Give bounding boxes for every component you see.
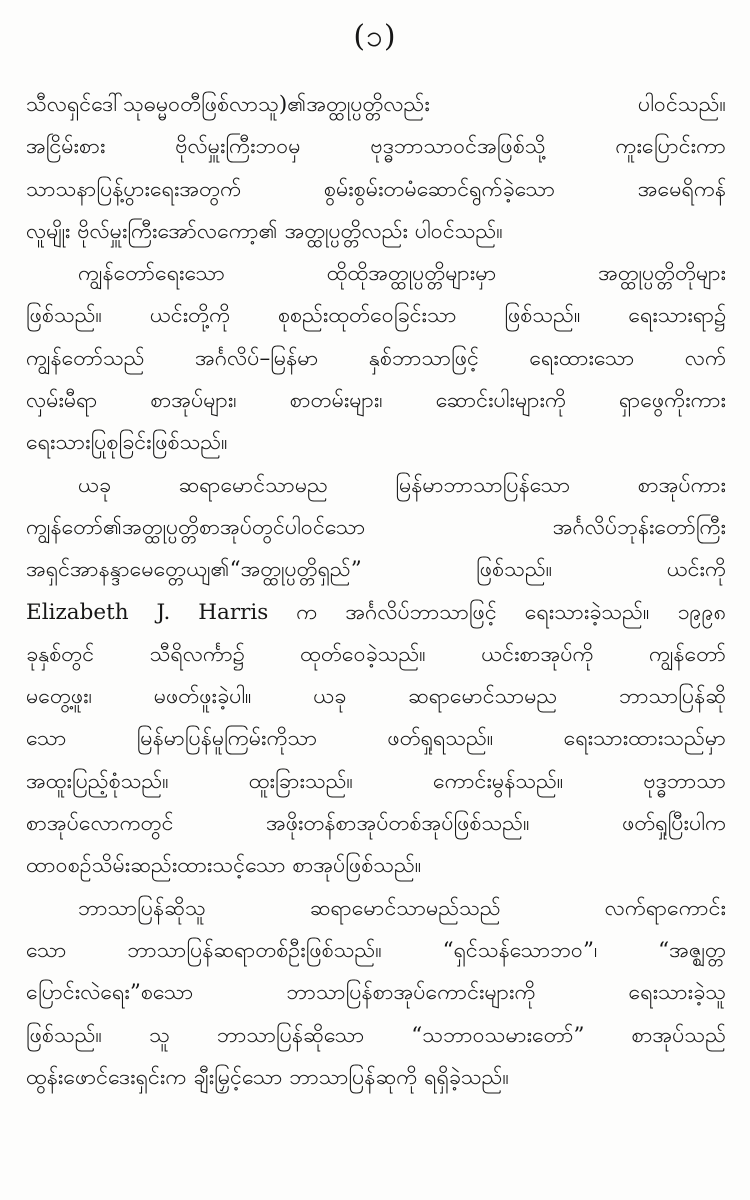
text-line: အငြိမ်းစား ဗိုလ်မှူးကြီးဘဝမှ ဗုဒ္ဓဘာသာဝင်အဖြစ်သို့ ကူးပြောင်းကာ xyxy=(26,134,726,160)
text-line: ဖြစ်သည်။ ယင်းတို့ကို စုစည်းထုတ်ဝေခြင်းသာ ဖြစ်သည်။ ရေးသားရာ၌ xyxy=(26,303,726,329)
text-line: ကျွန်တော်ရေးသော ထိုထိုအတ္ထုပ္ပတ္တိများမှာ အတ္ထုပ္ပတ္တိတိုများ xyxy=(78,261,726,287)
text-line: သော ဘာသာပြန်ဆရာတစ်ဦးဖြစ်သည်။ “ရှင်သန်သောဘဝ”၊ “အဇ္ဈတ္တ xyxy=(26,937,726,963)
text-line: ရေးသားပြုစုခြင်းဖြစ်သည်။ xyxy=(26,430,228,456)
text-line: အထူးပြည့်စုံသည်။ ထူးခြားသည်။ ကောင်းမွန်သည်။ ဗုဒ္ဓဘာသာ xyxy=(26,768,726,794)
text-line: အရှင်အာနန္ဒာမေတ္တေယျ၏“အတ္ထုပ္ပတ္တိရှည်” ဖြစ်သည်။ ယင်းကို xyxy=(26,557,726,583)
text-line: သီလရှင်ဒေါ်သုဓမ္မဝတီဖြစ်လာသူ)၏အတ္ထုပ္ပတ္တိလည်း ပါဝင်သည်။ xyxy=(26,92,726,117)
text-line: ထွန်းဖောင်ဒေးရှင်းက ချီးမြှင့်သော ဘာသာပြန်ဆုကို ရရှိခဲ့သည်။ xyxy=(26,1064,509,1090)
text-line: ဖြစ်သည်။ သူ ဘာသာပြန်ဆိုသော “သဘာဝသမားတော်” စာအုပ်သည် xyxy=(26,1022,726,1048)
body-text xyxy=(26,84,726,1099)
text-line: စာအုပ်လောကတွင် အဖိုးတန်စာအုပ်တစ်အုပ်ဖြစ်သည်။ ဖတ်ရှုပြီးပါက xyxy=(26,811,726,837)
text-line: Elizabeth J. Harris က အင်္ဂလိပ်ဘာသာဖြင့် ရေးသားခဲ့သည်။ ၁၉၉၈ xyxy=(26,599,726,625)
text-line: ခုနှစ်တွင် သီရိလင်္ကာ၌ ထုတ်ဝေခဲ့သည်။ ယင်းစာအုပ်ကို ကျွန်တော် xyxy=(26,641,726,667)
text-line: သာသနာပြန့်ပွားရေးအတွက် စွမ်းစွမ်းတမံဆောင်ရွက်ခဲ့သော အမေရိကန် xyxy=(26,176,726,202)
text-line: မတွေ့ဖူး၊ မဖတ်ဖူးခဲ့ပါ။ ယခု ဆရာမောင်သာမည ဘာသာပြန်ဆို xyxy=(26,684,726,710)
text-line: ကျွန်တော်သည် အင်္ဂလိပ်–မြန်မာ နှစ်ဘာသာဖြင့် ရေးထားသော လက် xyxy=(26,345,726,371)
page-number: (၁) xyxy=(353,19,397,54)
text-line: ဘာသာပြန်ဆိုသူ ဆရာမောင်သာမည်သည် လက်ရာကောင်း xyxy=(78,895,726,921)
text-line: လူမျိုး ဗိုလ်မှူးကြီးအော်လကော့၏ အတ္ထုပ္ပတ္တိလည်း ပါဝင်သည်။ xyxy=(26,218,503,244)
text-line: ပြောင်းလဲရေး”စသော ဘာသာပြန်စာအုပ်ကောင်းများကို ရေးသားခဲ့သူ xyxy=(26,980,726,1006)
text-line: ထာဝစဉ်သိမ်းဆည်းထားသင့်သော စာအုပ်ဖြစ်သည်။ xyxy=(26,853,422,879)
text-line: သော မြန်မာပြန်မူကြမ်းကိုသာ ဖတ်ရှုရသည်။ ရေးသားထားသည်မှာ xyxy=(26,726,726,752)
text-line: လှမ်းမီရာ စာအုပ်များ၊ စာတမ်းများ၊ ဆောင်းပါးများကို ရှာဖွေကိုးကား xyxy=(26,388,726,414)
text-line: ယခု ဆရာမောင်သာမည မြန်မာဘာသာပြန်သော စာအုပ်ကား xyxy=(78,472,726,498)
text-line: ကျွန်တော်၏အတ္ထုပ္ပတ္တိစာအုပ်တွင်ပါဝင်သော အင်္ဂလိပ်ဘုန်းတော်ကြီး xyxy=(26,514,726,540)
